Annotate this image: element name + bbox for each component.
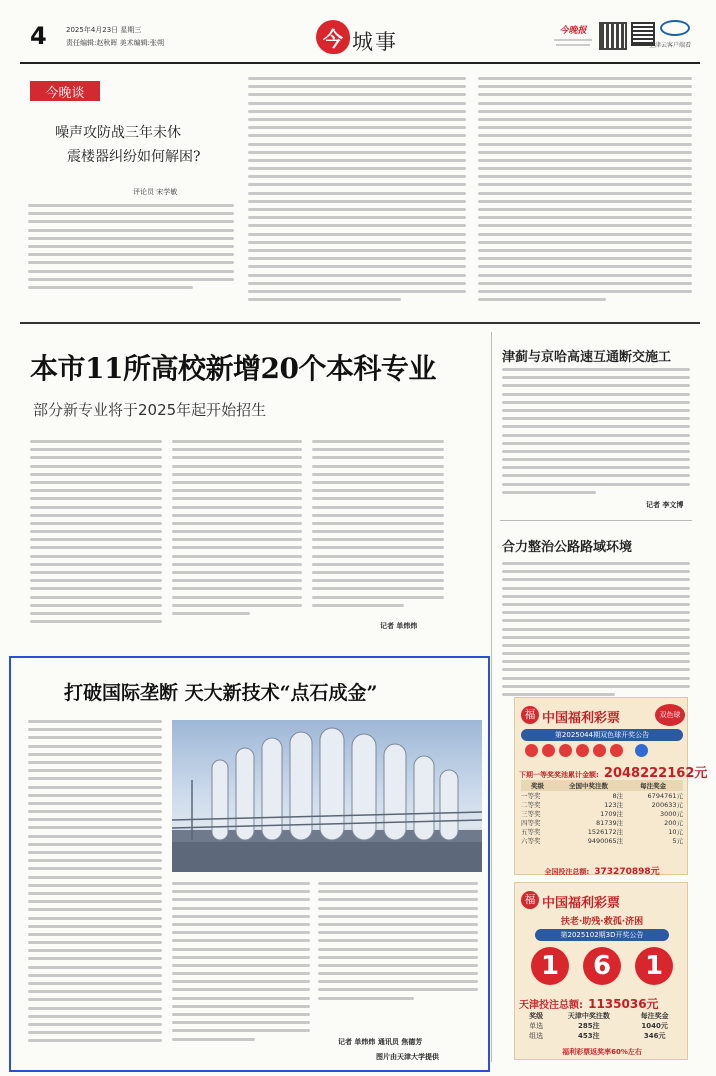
- lottery-ad-2: [514, 882, 688, 1060]
- table-header: 奖级: [529, 1012, 544, 1020]
- brand-logo-text: 今晚报: [559, 26, 587, 36]
- lottery-1-pool-value: 2048222162元: [603, 766, 708, 781]
- qr-code-1: [599, 22, 627, 50]
- table-header: 奖级: [530, 782, 544, 790]
- table-cell: 二等奖: [521, 801, 541, 809]
- table-cell: 346元: [643, 1032, 666, 1040]
- lottery-2-footer: 福利彩票返奖率60%左右: [562, 1048, 642, 1056]
- sidebar-vertical-rule: [491, 332, 492, 1062]
- lottery-1-issue: 第2025044期双色球开奖公告: [521, 729, 683, 741]
- red-ball-icon: [525, 744, 538, 757]
- table-cell: 一等奖: [521, 792, 541, 800]
- side-news-1-byline: 记者 李文博: [646, 501, 684, 509]
- lottery-1-total-label: 全国投注总额:: [544, 868, 590, 876]
- lottery-2-total-label: 天津投注总额:: [519, 1000, 583, 1011]
- table-cell: 10元: [668, 828, 683, 836]
- table-cell: 1709注: [600, 810, 624, 818]
- column-byline: 评论员 宋学敏: [133, 188, 178, 196]
- lottery-1-game-badge: 双色球: [655, 704, 685, 726]
- side-news-1-title: 津蓟与京哈高速互通断交施工: [502, 350, 672, 365]
- table-cell: 四等奖: [521, 819, 541, 827]
- lottery-1-pool-label: 下期一等奖奖池累计金额:: [519, 771, 599, 779]
- qr-caption-3: 上津云客户端看: [648, 42, 691, 49]
- blue-ball-icon: [635, 744, 648, 757]
- red-ball-icon: [542, 744, 555, 757]
- side-news-1-body: [502, 368, 690, 499]
- brand-logo: [552, 23, 594, 51]
- table-cell: 6794761元: [647, 792, 683, 800]
- editor-credits: 责任编辑:赵秋晖 美术编辑:张朔: [66, 39, 164, 47]
- welfare-lottery-logo-icon: 福: [521, 891, 539, 909]
- feature-headline: 打破国际垄断 天大新技术“点石成金”: [64, 682, 378, 704]
- red-ball-icon: [559, 744, 572, 757]
- table-header: 每注奖金: [640, 782, 667, 790]
- feature-byline: 记者 单炜炜 通讯员 焦德芳: [338, 1038, 423, 1046]
- table-cell: 三等奖: [521, 810, 541, 818]
- table-row: [523, 1021, 681, 1031]
- lottery-1-total-value: 373270898元: [594, 867, 660, 877]
- table-cell: 200633元: [651, 801, 683, 809]
- column-body-col3: [478, 77, 692, 306]
- table-cell: 123注: [604, 801, 624, 809]
- table-cell: 453注: [578, 1032, 600, 1040]
- lead-body-col3: [312, 440, 444, 612]
- table-cell: 五等奖: [521, 828, 541, 836]
- lottery-1-balls: [525, 744, 683, 758]
- table-row: [521, 836, 683, 845]
- table-cell: 1040元: [641, 1022, 668, 1030]
- page-number: 4: [30, 22, 47, 50]
- table-row: [521, 818, 683, 827]
- section-logo-mark: [316, 20, 350, 54]
- lead-subheadline: 部分新专业将于2025年起开始招生: [33, 401, 267, 419]
- table-row: [523, 1031, 681, 1041]
- lead-headline: 本市11所高校新增20个本科专业: [30, 352, 436, 385]
- table-cell: 8注: [612, 792, 624, 800]
- table-cell: 六等奖: [521, 837, 541, 845]
- lottery-2-prize-table: [523, 1011, 681, 1041]
- table-cell: 3000元: [659, 810, 683, 818]
- table-cell: 9490065注: [587, 837, 624, 845]
- table-header: 天津中奖注数: [567, 1012, 610, 1020]
- table-row: [521, 791, 683, 800]
- lottery-2-issue: 第2025102期3D开奖公告: [535, 929, 669, 941]
- red-ball-icon: [593, 744, 606, 757]
- section-divider-1: [20, 322, 700, 324]
- side-divider-1: [500, 520, 692, 521]
- table-cell: 285注: [578, 1022, 600, 1030]
- lottery-ad-1: [514, 697, 708, 877]
- column-body-col1: [28, 204, 234, 294]
- feature-photo-credit: 图片由天津大学提供: [376, 1053, 439, 1061]
- qr-code-3: [660, 20, 690, 36]
- table-header-row: [521, 780, 683, 791]
- feature-body-col2: [172, 882, 310, 1046]
- table-row: [521, 800, 683, 809]
- section-title: 城事: [352, 30, 398, 54]
- feature-photo: [172, 720, 482, 872]
- lead-body-col2: [172, 440, 302, 620]
- table-header: 每注奖金: [640, 1012, 669, 1020]
- column-tag: 今晚谈: [30, 81, 100, 101]
- welfare-lottery-logo-icon: 福: [521, 706, 539, 724]
- lead-body-col1: [30, 440, 162, 628]
- lottery-2-brand: 中国福利彩票: [542, 896, 621, 911]
- lottery-1-brand: 中国福利彩票: [542, 711, 621, 726]
- column-body-col2: [248, 77, 466, 306]
- table-header: 全国中奖注数: [569, 782, 609, 790]
- lottery-2-slogan: 扶老·助残·救孤·济困: [560, 917, 644, 927]
- feature-body-col1-top: [28, 720, 162, 1048]
- industrial-facility-illustration: [172, 720, 482, 872]
- table-cell: 1526172注: [587, 828, 624, 836]
- lottery-2-total-value: 1135036元: [588, 997, 659, 1011]
- section-mark-text: 今: [323, 26, 343, 51]
- side-news-2-title: 合力整治公路路域环境: [502, 540, 633, 555]
- lottery-2-number-3: 1: [635, 947, 673, 985]
- feature-body-col3: [318, 882, 478, 1005]
- table-row: [521, 809, 683, 818]
- table-cell: 81739注: [595, 819, 624, 827]
- lottery-2-number-2: 6: [583, 947, 621, 985]
- lottery-1-prize-table: [521, 780, 683, 845]
- table-cell: 5元: [672, 837, 683, 845]
- table-cell: 组选: [529, 1032, 544, 1040]
- column-title-line-1: 噪声攻防战三年未休: [55, 125, 181, 141]
- table-header-row: [523, 1011, 681, 1021]
- table-cell: 200元: [664, 819, 683, 827]
- column-title-line-2: 震楼器纠纷如何解困?: [67, 149, 201, 165]
- side-news-2-body: [502, 562, 690, 701]
- header-rule: [20, 62, 700, 64]
- lead-byline: 记者 单炜炜: [380, 622, 418, 630]
- table-cell: 单选: [529, 1022, 544, 1030]
- table-row: [521, 827, 683, 836]
- lottery-2-number-1: 1: [531, 947, 569, 985]
- red-ball-icon: [576, 744, 589, 757]
- red-ball-icon: [610, 744, 623, 757]
- issue-date: 2025年4月23日 星期三: [66, 26, 142, 34]
